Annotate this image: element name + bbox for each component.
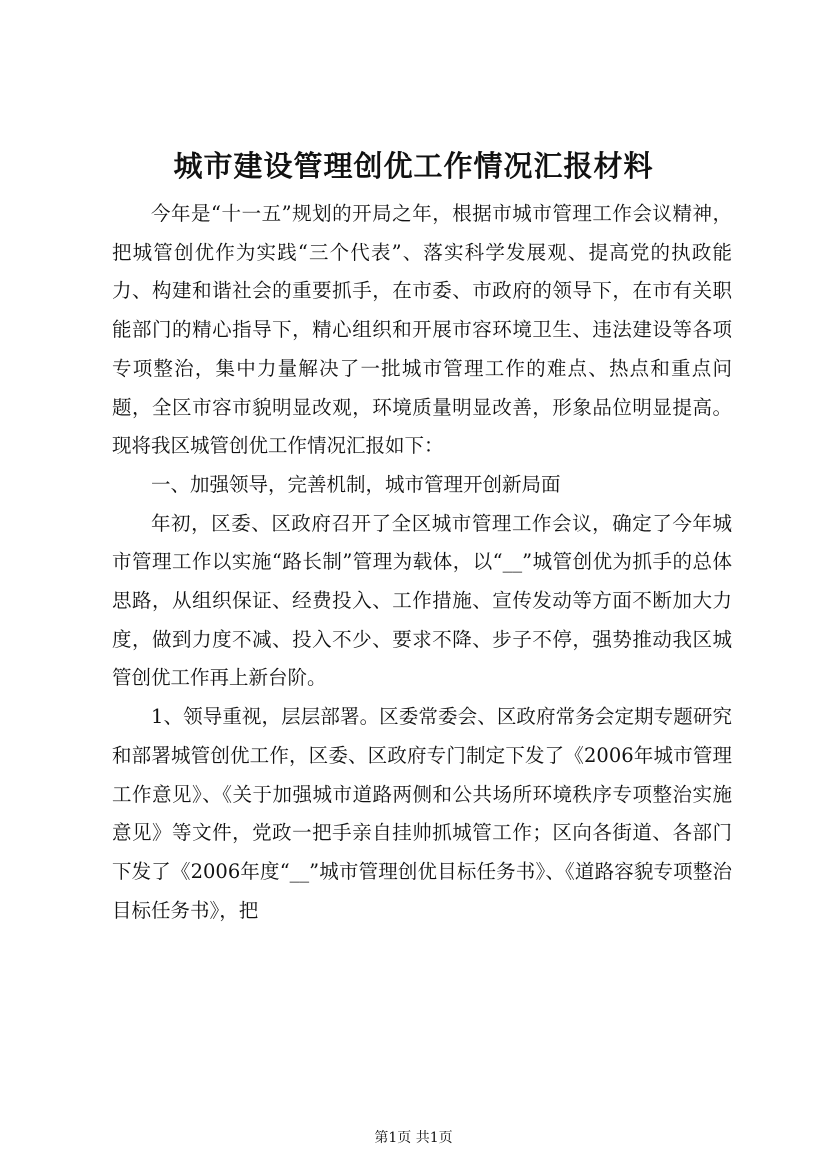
document-body [112,195,732,930]
paragraph-intro: 今年是“十一五”规划的开局之年，根据市城市管理工作会议精神，把城管创优作为实践“三个代表”、落实科学发展观、提高党的执政能力、构建和谐社会的重要抓手，在市委、市政府的领导下，在市有关职能部门的精心指导下，精心组织和开展市容环境卫生、违法建设等各项专项整治，集中力量解决了一批城市管理工作的难点、热点和重点问题，全区市容市貌明显改观，环境质量明显改善，形象品位明显提高。现将我区城管创优工作情况汇报如下： [112,202,732,458]
section-heading-1: 一、加强领导，完善机制，城市管理开创新局面 [151,472,561,496]
paragraph-item-1: 1、领导重视，层层部署。区委常委会、区政府常务会定期专题研究和部署城管创优工作，区委、区政府专门制定下发了《2006年城市管理工作意见》、《关于加强城市道路两侧和公共场所环境秩序专项整治实施意见》等文件，党政一把手亲自挂帅抓城管工作；区向各街道、各部门下发了《2006年度“__”城市管理创优目标任务书》、《道路容貌专项整治目标任务书》，把 [112,705,732,922]
paragraph-section-1: 年初，区委、区政府召开了全区城市管理工作会议，确定了今年城市管理工作以实施“路长制”管理为载体，以“__”城管创优为抓手的总体思路，从组织保证、经费投入、工作措施、宣传发动等方面不断加大力度，做到力度不减、投入不少、要求不降、步子不停，强势推动我区城管创优工作再上新台阶。 [112,511,732,690]
page-footer: 第1页 共1页 [374,1130,453,1146]
document-title: 城市建设管理创优工作情况汇报材料 [173,149,654,183]
